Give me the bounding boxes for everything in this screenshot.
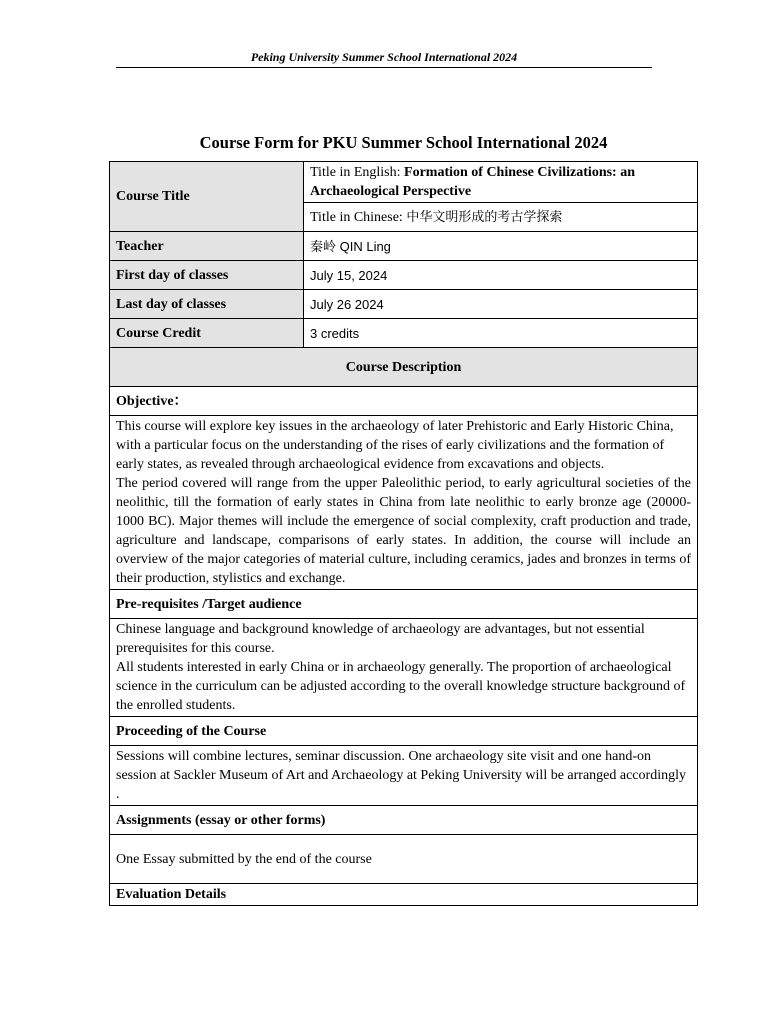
assignments-paragraph-1: One Essay submitted by the end of the course [116,851,372,867]
title-english-value: Formation of Chinese Civilizations: an Archaeological Perspective [310,165,636,199]
prereq-paragraph-1: Chinese language and background knowledge of archaeology are advantages, but not essential prerequisites for this course. [116,622,645,656]
row-proceeding-heading [110,717,698,746]
credit-value: 3 credits [304,319,698,348]
course-form-table [109,161,698,906]
objective-paragraph-2: The period covered will range from the upper Paleolithic period, to early agricultural societies of the neolithic, till the formation of early states in China from late neolithic to early bronze age (20000-1000 BC). Major themes will include the emergence of social complexity, craft production and trade, agriculture and landscape, comparisons of early states. In addition, the course will include an overview of the major categories of material culture, including ceramics, jades and bronzes in terms of their production, stylistics and exchange. [116,476,691,586]
row-first-day [110,261,698,290]
prereq-paragraph-2: All students interested in early China or in archaeology generally. The proportion of archaeological science in the curriculum can be adjusted according to the overall knowledge structure background of the enrolled students. [116,660,686,713]
assignments-body [110,835,698,884]
row-course-title-english [110,162,698,203]
running-header: Peking University Summer School International 2024 [116,50,652,68]
course-description-heading: Course Description [110,348,698,387]
row-evaluation-heading [110,884,698,906]
assignments-heading: Assignments (essay or other forms) [110,806,698,835]
row-teacher [110,232,698,261]
proceeding-heading: Proceeding of the Course [110,717,698,746]
prereq-heading: Pre-requisites /Target audience [110,590,698,619]
form-title: Course Form for PKU Summer School International 2024 [199,133,608,152]
teacher-label: Teacher [110,232,304,261]
row-proceeding-body [110,746,698,806]
first-day-value: July 15, 2024 [304,261,698,290]
course-title-label: Course Title [110,162,304,232]
proceeding-body [110,746,698,806]
title-english-prefix: Title in English: [310,165,405,180]
first-day-label: First day of classes [110,261,304,290]
title-chinese-value: 中华文明形成的考古学探索 [406,209,563,225]
title-chinese-prefix: Title in Chinese: [310,209,407,225]
last-day-label: Last day of classes [110,290,304,319]
title-chinese-cell [304,203,698,232]
last-day-value: July 26 2024 [304,290,698,319]
row-prereq-heading [110,590,698,619]
row-objective-heading [110,387,698,416]
teacher-value: 秦岭 QIN Ling [304,232,698,261]
row-objective-body [110,416,698,590]
prereq-body [110,619,698,717]
objective-paragraph-1: This course will explore key issues in the archaeology of later Prehistoric and Early Historic China, with a particular focus on the understanding of the rises of early civilizations and the formation of early states, as revealed through archaeological evidence from excavations and objects. [116,419,674,472]
proceeding-paragraph-1: Sessions will combine lectures, seminar discussion. One archaeology site visit and one hand-on session at Sackler Museum of Art and Archaeology at Peking University will be arranged accordingly . [116,749,686,802]
row-assignments-heading [110,806,698,835]
row-description-heading [110,348,698,387]
row-assignments-body [110,835,698,884]
evaluation-heading: Evaluation Details [110,884,698,906]
row-last-day [110,290,698,319]
objective-heading: Objective： [110,387,698,416]
row-prereq-body [110,619,698,717]
objective-body [110,416,698,590]
credit-label: Course Credit [110,319,304,348]
title-english-cell [304,162,698,203]
row-credit [110,319,698,348]
